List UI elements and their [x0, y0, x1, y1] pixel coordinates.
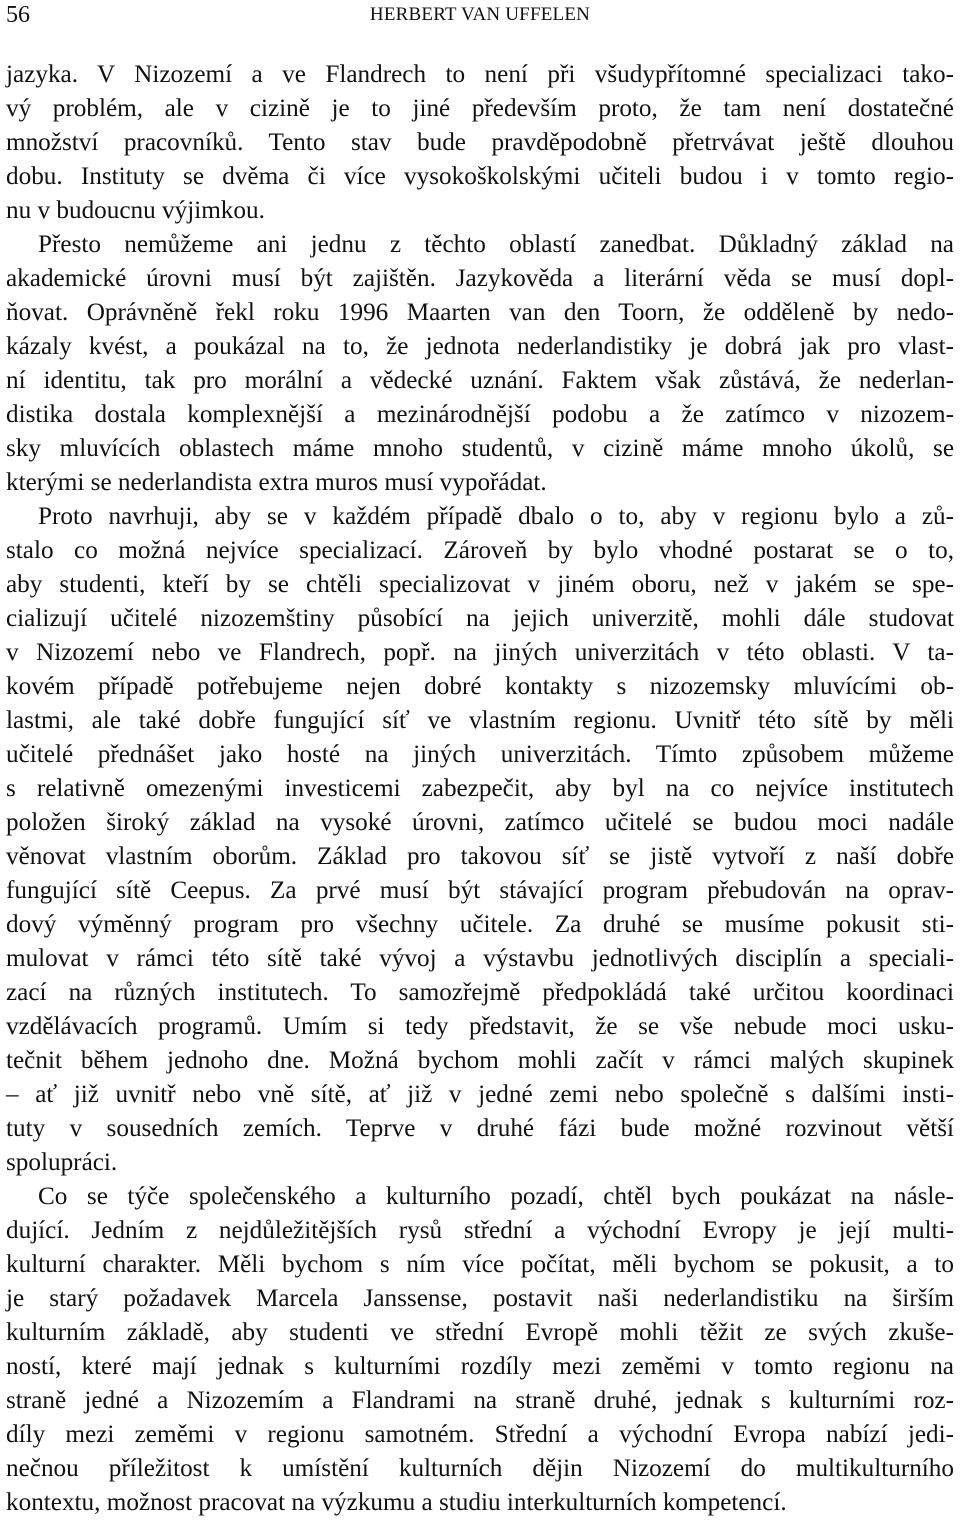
text-line: ňovat. Oprávněně řekl roku 1996 Maarten van den Toorn, že odděleně by nedo- [6, 299, 954, 326]
text-line: kontextu, možnost pracovat na výzkumu a studiu interkulturních kompetencí. [6, 1489, 787, 1516]
text-line: kovém případě potřebujeme nejen dobré kontakty s nizozemsky mluvícími ob- [6, 673, 954, 700]
document-page [6, 0, 954, 1516]
text-line: spolupráci. [6, 1149, 118, 1176]
text-line: dující. Jedním z nejdůležitějších rysů střední a východní Evropy je její multi- [6, 1217, 954, 1244]
text-line: vzdělávacích programů. Umím si tedy představit, že se vše nebude moci usku- [6, 1013, 954, 1040]
text-line: dobu. Instituty se dvěma či více vysokoškolskými učiteli budou i v tomto regio- [6, 163, 954, 190]
text-line: vý problém, ale v cizině je to jiné především proto, že tam není dostatečné [6, 95, 954, 122]
paragraph [6, 228, 954, 500]
text-line: kterými se nederlandista extra muros musí vypořádat. [6, 469, 547, 496]
body-text [6, 58, 954, 1520]
page-header [6, 0, 954, 30]
text-line: ní identitu, tak pro morální a vědecké uznání. Faktem však zůstává, že nederlan- [6, 367, 954, 394]
text-line: jazyka. V Nizozemí a ve Flandrech to není při všudypřítomné specializaci tako- [6, 61, 954, 88]
text-line: tuty v sousedních zemích. Teprve v druhé fázi bude možné rozvinout větší [6, 1115, 954, 1142]
text-line: distika dostala komplexnější a mezinárodnější podobu a že zatímco v nizozem- [6, 401, 954, 428]
text-line: stalo co možná nejvíce specializací. Zároveň by bylo vhodné postarat se o to, [6, 537, 954, 564]
text-line: tečnit během jednoho dne. Možná bychom mohli začít v rámci malých skupinek [6, 1047, 954, 1074]
text-line: Co se týče společenského a kulturního pozadí, chtěl bych poukázat na násle- [38, 1183, 954, 1210]
text-line: díly mezi zeměmi v regionu samotném. Střední a východní Evropa nabízí jedi- [6, 1421, 954, 1448]
text-line: Proto navrhuji, aby se v každém případě dbalo o to, aby v regionu bylo a zů- [38, 503, 954, 530]
text-line: kulturním základě, aby studenti ve střední Evropě mohli těžit ze svých zkuše- [6, 1319, 954, 1346]
text-line: lastmi, ale také dobře fungující síť ve vlastním regionu. Uvnitř této sítě by měli [6, 707, 954, 734]
text-line: dový výměnný program pro všechny učitele. Za druhé se musíme pokusit sti- [6, 911, 954, 938]
text-line: cializují učitelé nizozemštiny působící na jejich univerzitě, mohli dále studovat [6, 605, 954, 632]
running-head: HERBERT VAN UFFELEN [369, 4, 591, 25]
text-line: akademické úrovni musí být zajištěn. Jazykověda a literární věda se musí dopl- [6, 265, 954, 292]
text-line: kázaly kvést, a poukázal na to, že jednota nederlandistiky je dobrá jak pro vlast- [6, 333, 954, 360]
text-line: zací na různých institutech. To samozřejmě předpokládá také určitou koordinaci [6, 979, 954, 1006]
text-line: nečnou příležitost k umístění kulturních dějin Nizozemí do multikulturního [6, 1455, 954, 1482]
paragraph [6, 500, 954, 1180]
text-line: mulovat v rámci této sítě také vývoj a výstavbu jednotlivých disciplín a speciali- [6, 945, 954, 972]
page-number: 56 [6, 2, 30, 28]
text-line: sky mluvících oblastech máme mnoho studentů, v cizině máme mnoho úkolů, se [6, 435, 954, 462]
text-line: věnovat vlastním oborům. Základ pro takovou síť se jistě vytvoří z naší dobře [6, 843, 954, 870]
text-line: straně jedné a Nizozemím a Flandrami na straně druhé, jednak s kulturními roz- [6, 1387, 954, 1414]
text-line: s relativně omezenými investicemi zabezpečit, aby byl na co nejvíce institutech [6, 775, 954, 802]
text-line: Přesto nemůžeme ani jednu z těchto oblastí zanedbat. Důkladný základ na [38, 231, 954, 258]
paragraph [6, 1180, 954, 1520]
text-line: ností, které mají jednak s kulturními rozdíly mezi zeměmi v tomto regionu na [6, 1353, 954, 1380]
text-line: aby studenti, kteří by se chtěli specializovat v jiném oboru, než v jakém se spe- [6, 571, 954, 598]
text-line: je starý požadavek Marcela Janssense, postavit naši nederlandistiku na širším [6, 1285, 954, 1312]
text-line: učitelé přednášet jako hosté na jiných univerzitách. Tímto způsobem můžeme [6, 741, 954, 768]
text-line: položen široký základ na vysoké úrovni, zatímco učitelé se budou moci nadále [6, 809, 954, 836]
text-line: množství pracovníků. Tento stav bude pravděpodobně přetrvávat ještě dlouhou [6, 129, 954, 156]
text-line: kulturní charakter. Měli bychom s ním více počítat, měli bychom se pokusit, a to [6, 1251, 954, 1278]
text-line: – ať již uvnitř nebo vně sítě, ať již v jedné zemi nebo společně s dalšími insti- [6, 1081, 954, 1108]
paragraph [6, 58, 954, 228]
text-line: nu v budoucnu výjimkou. [6, 197, 265, 224]
text-line: fungující sítě Ceepus. Za prvé musí být stávající program přebudován na oprav- [6, 877, 954, 904]
text-line: v Nizozemí nebo ve Flandrech, popř. na jiných univerzitách v této oblasti. V ta- [6, 639, 954, 666]
